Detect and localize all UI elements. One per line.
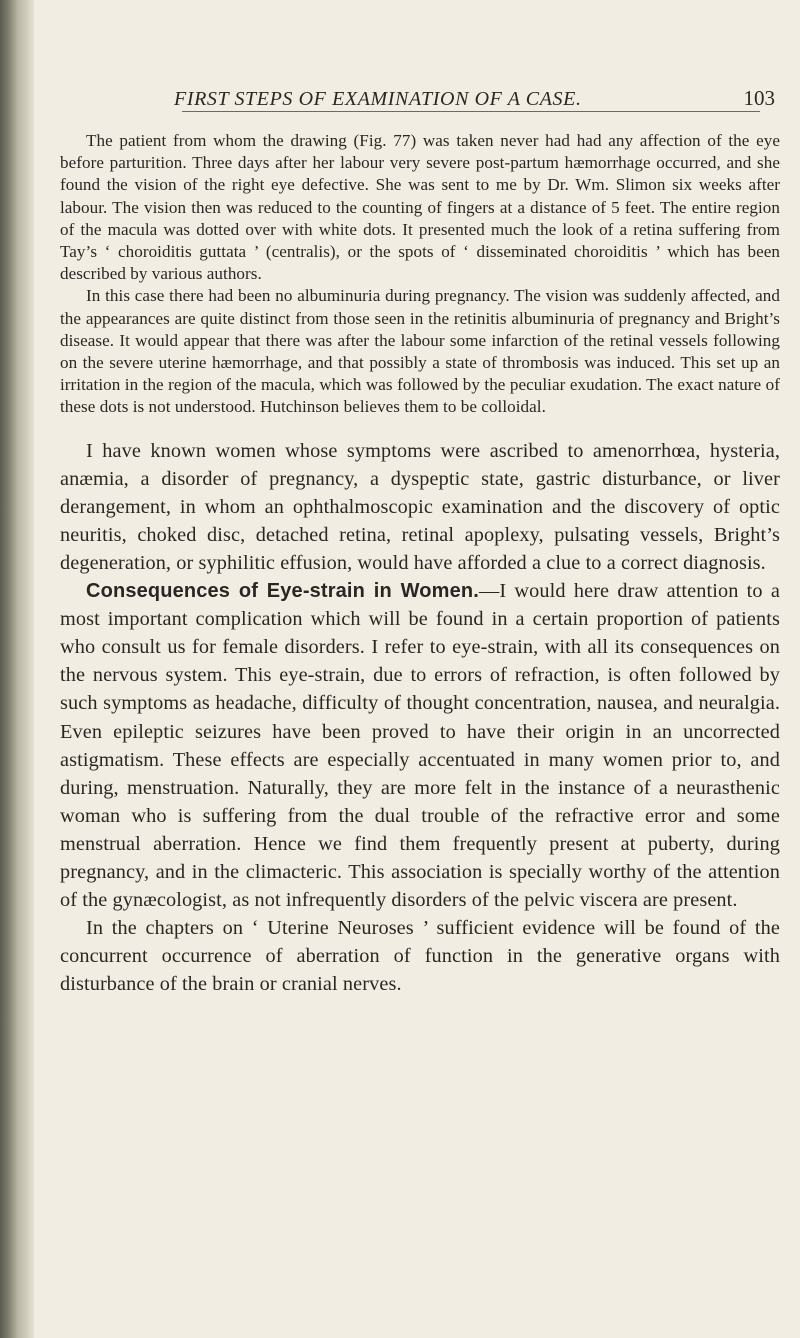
page-number: 103 xyxy=(743,86,775,110)
book-page xyxy=(60,0,780,1338)
running-title: FIRST STEPS OF EXAMINATION OF A CASE. xyxy=(174,88,582,110)
large-print-section xyxy=(60,437,780,999)
section-text: —I would here draw attention to a most important complication which will be found in a certain proportion of patients who consult us for female disorders. I refer to eye-strain, with all its consequences on the nervous system. This eye-strain, due to errors of refraction, is often followed by such symptoms as headache, difficulty of thought concentration, nausea, and neuralgia. Even epileptic seizures have been proved to have their origin in an uncorrected astigmatism. These effects are especially accentuated in many women prior to, and during, menstruation. Naturally, they are more felt in the instance of a neurasthenic woman who is suffering from the dual trouble of the refractive error and some menstrual aberration. Hence we find them frequently present at puberty, during pregnancy, and in the climacteric. This association is specially worthy of the attention of the gynæcologist, as not infrequently disorders of the pelvic viscera are present. xyxy=(60,580,780,912)
book-gutter xyxy=(0,0,34,1338)
paragraph-fig-case: The patient from whom the drawing (Fig. 77) was taken never had had any affection of the eye before parturition. Three days after her labour very severe post-partum hæmorrhage occurred, and she found the vision of the right eye defective. She was sent to me by Dr. Wm. Slimon six weeks after labour. The vision then was reduced to the counting of fingers at a distance of 5 feet. The entire region of the macula was dotted over with white dots. It presented much the look of a retina suffering from Tay’s ‘ choroiditis guttata ’ (centralis), or the spots of ‘ disseminated choroiditis ’ which has been described by various authors. xyxy=(60,131,780,284)
section-heading: Consequences of Eye-strain in Women. xyxy=(86,580,479,603)
header-rule xyxy=(182,111,760,112)
page-header xyxy=(60,78,780,112)
paragraph-albuminuria: In this case there had been no albuminuria during pregnancy. The vision was suddenly affected, and the appearances are quite distinct from those seen in the retinitis albuminuria of pregnancy and Bright’s disease. It would appear that there was after the labour some infarction of the retinal vessels following on the severe uterine hæmorrhage, and that possibly a state of thrombosis was induced. This set up an irritation in the region of the macula, which was followed by the peculiar exudation. The exact nature of these dots is not understood. Hutchinson believes them to be colloidal. xyxy=(60,286,780,417)
paragraph-uterine-neuroses: In the chapters on ‘ Uterine Neuroses ’ sufficient evidence will be found of the concurrent occurrence of aberration of function in the generative organs with disturbance of the brain or cranial nerves. xyxy=(60,917,780,996)
small-print-section xyxy=(60,130,780,419)
paragraph-eye-strain xyxy=(60,577,780,914)
paragraph-ophthalmoscopic-diagnosis: I have known women whose symptoms were ascribed to amenorrhœa, hysteria, anæmia, a disorder of pregnancy, a dyspeptic state, gastric disturbance, or liver derangement, in whom an ophthalmoscopic examination and the discovery of optic neuritis, choked disc, detached retina, retinal apoplexy, pulsating vessels, Bright’s degeneration, or syphilitic effusion, would have afforded a clue to a correct diagnosis. xyxy=(60,439,780,575)
body-text xyxy=(60,130,780,999)
